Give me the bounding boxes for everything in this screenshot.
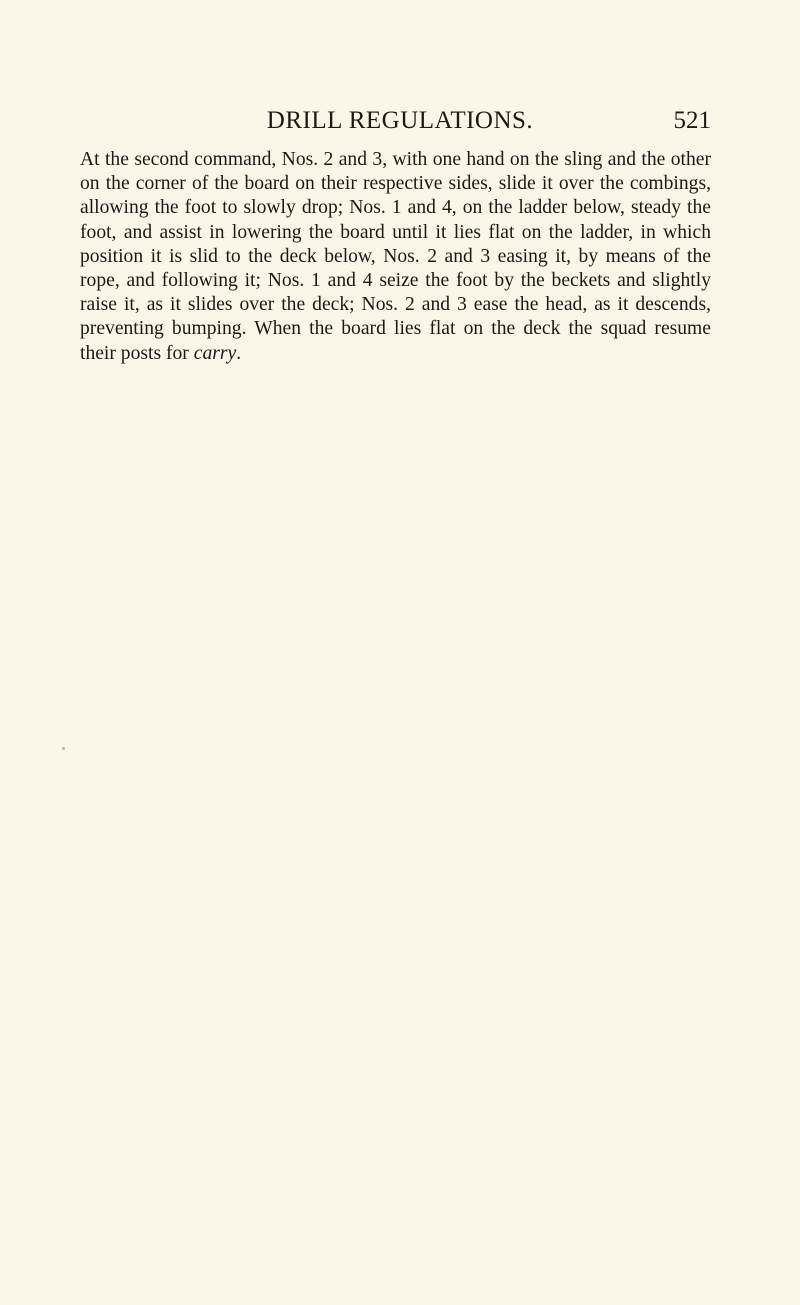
running-head — [0, 104, 800, 138]
paragraph-italic-term: carry — [193, 342, 237, 364]
body-paragraph — [80, 148, 711, 366]
page-number: 521 — [673, 107, 711, 134]
paper-speck — [62, 747, 65, 750]
paragraph-text: At the second command, Nos. 2 and 3, with one hand on the sling and the other on the corner of the board on their respective sides, slide it over the combings, allowing the foot to slowly drop; Nos. 1 and 4, on the ladder below, steady the foot, and assist in lowering the board until it lies flat on the ladder, in which position it is slid to the deck below, Nos. 2 and 3 easing it, by means of the rope, and following it; Nos. 1 and 4 seize the foot by the beckets and slightly raise it, as it slides over the deck; Nos. 2 and 3 ease the head, as it descends, preventing bumping. When the board lies flat on the deck the squad resume their posts for — [80, 149, 711, 364]
running-title: DRILL REGULATIONS. — [266, 107, 534, 134]
paragraph-terminal: . — [236, 342, 242, 364]
